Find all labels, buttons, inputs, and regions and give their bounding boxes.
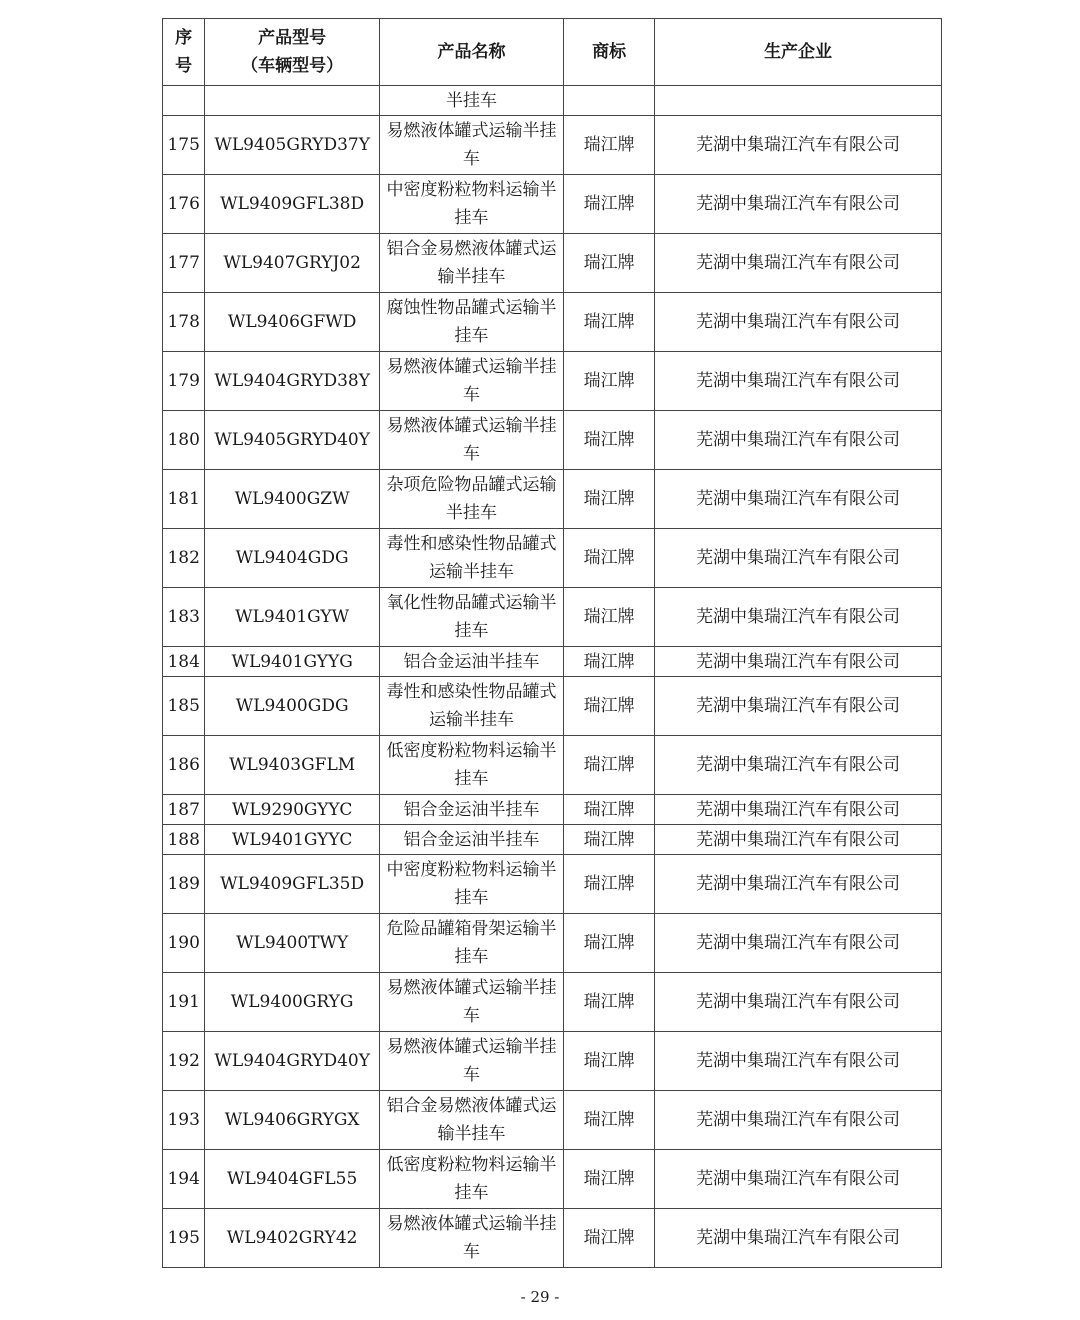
- row-model: WL9404GDG: [205, 529, 380, 588]
- row-maker: 芜湖中集瑞江汽车有限公司: [655, 411, 942, 470]
- row-index: 189: [163, 855, 205, 914]
- row-index: 193: [163, 1091, 205, 1150]
- header-brand: 商标: [564, 19, 655, 86]
- table-header-row: [163, 19, 942, 86]
- row-brand: 瑞江牌: [564, 914, 655, 973]
- row-product-name: 铝合金运油半挂车: [379, 795, 563, 825]
- table-row: [163, 973, 942, 1032]
- continuation-model: [205, 86, 380, 116]
- row-product-name: 低密度粉粒物料运输半挂车: [379, 736, 563, 795]
- row-index: 179: [163, 352, 205, 411]
- table-row: [163, 352, 942, 411]
- row-model: WL9400GDG: [205, 677, 380, 736]
- row-index: 175: [163, 116, 205, 175]
- row-model: WL9400TWY: [205, 914, 380, 973]
- row-brand: 瑞江牌: [564, 1209, 655, 1268]
- table-row: [163, 736, 942, 795]
- row-model: WL9401GYYC: [205, 825, 380, 855]
- row-maker: 芜湖中集瑞江汽车有限公司: [655, 470, 942, 529]
- table-row: [163, 1209, 942, 1268]
- row-product-name: 铝合金运油半挂车: [379, 647, 563, 677]
- row-index: 195: [163, 1209, 205, 1268]
- row-maker: 芜湖中集瑞江汽车有限公司: [655, 1091, 942, 1150]
- row-brand: 瑞江牌: [564, 647, 655, 677]
- table-row: [163, 470, 942, 529]
- row-maker: 芜湖中集瑞江汽车有限公司: [655, 588, 942, 647]
- row-index: 190: [163, 914, 205, 973]
- row-brand: 瑞江牌: [564, 116, 655, 175]
- row-maker: 芜湖中集瑞江汽车有限公司: [655, 175, 942, 234]
- row-index: 185: [163, 677, 205, 736]
- table-row: [163, 529, 942, 588]
- row-index: 194: [163, 1150, 205, 1209]
- table-row: [163, 855, 942, 914]
- continuation-name: 半挂车: [379, 86, 563, 116]
- row-product-name: 杂项危险物品罐式运输半挂车: [379, 470, 563, 529]
- row-model: WL9400GZW: [205, 470, 380, 529]
- row-product-name: 中密度粉粒物料运输半挂车: [379, 855, 563, 914]
- table-row: [163, 116, 942, 175]
- row-maker: 芜湖中集瑞江汽车有限公司: [655, 352, 942, 411]
- header-name: 产品名称: [379, 19, 563, 86]
- row-index: 182: [163, 529, 205, 588]
- row-index: 176: [163, 175, 205, 234]
- row-maker: 芜湖中集瑞江汽车有限公司: [655, 736, 942, 795]
- table-row: [163, 175, 942, 234]
- table-row: [163, 677, 942, 736]
- row-brand: 瑞江牌: [564, 234, 655, 293]
- row-maker: 芜湖中集瑞江汽车有限公司: [655, 914, 942, 973]
- row-product-name: 易燃液体罐式运输半挂车: [379, 973, 563, 1032]
- header-model-line2: （车辆型号）: [241, 56, 344, 76]
- row-model: WL9407GRYJ02: [205, 234, 380, 293]
- row-index: 183: [163, 588, 205, 647]
- row-maker: 芜湖中集瑞江汽车有限公司: [655, 647, 942, 677]
- row-brand: 瑞江牌: [564, 352, 655, 411]
- continuation-row: [163, 86, 942, 116]
- row-maker: 芜湖中集瑞江汽车有限公司: [655, 293, 942, 352]
- row-model: WL9403GFLM: [205, 736, 380, 795]
- table-row: [163, 234, 942, 293]
- row-brand: 瑞江牌: [564, 677, 655, 736]
- row-model: WL9404GFL55: [205, 1150, 380, 1209]
- row-index: 191: [163, 973, 205, 1032]
- row-brand: 瑞江牌: [564, 795, 655, 825]
- row-model: WL9401GYW: [205, 588, 380, 647]
- page-number: - 29 -: [520, 1288, 560, 1306]
- row-index: 184: [163, 647, 205, 677]
- row-model: WL9290GYYC: [205, 795, 380, 825]
- row-product-name: 易燃液体罐式运输半挂车: [379, 411, 563, 470]
- row-maker: 芜湖中集瑞江汽车有限公司: [655, 234, 942, 293]
- row-brand: 瑞江牌: [564, 175, 655, 234]
- row-product-name: 毒性和感染性物品罐式运输半挂车: [379, 677, 563, 736]
- row-index: 177: [163, 234, 205, 293]
- row-index: 180: [163, 411, 205, 470]
- row-brand: 瑞江牌: [564, 825, 655, 855]
- row-maker: 芜湖中集瑞江汽车有限公司: [655, 795, 942, 825]
- row-brand: 瑞江牌: [564, 470, 655, 529]
- row-maker: 芜湖中集瑞江汽车有限公司: [655, 973, 942, 1032]
- row-brand: 瑞江牌: [564, 1091, 655, 1150]
- row-index: 181: [163, 470, 205, 529]
- row-index: 192: [163, 1032, 205, 1091]
- row-maker: 芜湖中集瑞江汽车有限公司: [655, 529, 942, 588]
- row-model: WL9404GRYD40Y: [205, 1032, 380, 1091]
- row-brand: 瑞江牌: [564, 1150, 655, 1209]
- row-index: 187: [163, 795, 205, 825]
- table-row: [163, 1150, 942, 1209]
- row-model: WL9406GFWD: [205, 293, 380, 352]
- table-row: [163, 795, 942, 825]
- row-brand: 瑞江牌: [564, 1032, 655, 1091]
- row-maker: 芜湖中集瑞江汽车有限公司: [655, 1150, 942, 1209]
- row-product-name: 腐蚀性物品罐式运输半挂车: [379, 293, 563, 352]
- row-product-name: 易燃液体罐式运输半挂车: [379, 116, 563, 175]
- header-model: [205, 19, 380, 86]
- row-brand: 瑞江牌: [564, 411, 655, 470]
- row-model: WL9406GRYGX: [205, 1091, 380, 1150]
- table-row: [163, 647, 942, 677]
- row-maker: 芜湖中集瑞江汽车有限公司: [655, 1209, 942, 1268]
- row-model: WL9402GRY42: [205, 1209, 380, 1268]
- product-table: [162, 18, 942, 1268]
- row-product-name: 中密度粉粒物料运输半挂车: [379, 175, 563, 234]
- row-model: WL9401GYYG: [205, 647, 380, 677]
- row-model: WL9400GRYG: [205, 973, 380, 1032]
- row-product-name: 易燃液体罐式运输半挂车: [379, 1209, 563, 1268]
- row-brand: 瑞江牌: [564, 529, 655, 588]
- header-index: 序号: [163, 19, 205, 86]
- row-product-name: 低密度粉粒物料运输半挂车: [379, 1150, 563, 1209]
- row-brand: 瑞江牌: [564, 736, 655, 795]
- table-row: [163, 293, 942, 352]
- continuation-brand: [564, 86, 655, 116]
- row-maker: 芜湖中集瑞江汽车有限公司: [655, 677, 942, 736]
- row-product-name: 铝合金运油半挂车: [379, 825, 563, 855]
- continuation-index: [163, 86, 205, 116]
- row-product-name: 易燃液体罐式运输半挂车: [379, 1032, 563, 1091]
- row-product-name: 易燃液体罐式运输半挂车: [379, 352, 563, 411]
- table-row: [163, 1032, 942, 1091]
- header-model-line1: 产品型号: [258, 28, 327, 48]
- row-brand: 瑞江牌: [564, 293, 655, 352]
- row-maker: 芜湖中集瑞江汽车有限公司: [655, 855, 942, 914]
- row-maker: 芜湖中集瑞江汽车有限公司: [655, 825, 942, 855]
- row-brand: 瑞江牌: [564, 973, 655, 1032]
- row-model: WL9405GRYD37Y: [205, 116, 380, 175]
- row-maker: 芜湖中集瑞江汽车有限公司: [655, 116, 942, 175]
- row-model: WL9409GFL35D: [205, 855, 380, 914]
- row-product-name: 危险品罐箱骨架运输半挂车: [379, 914, 563, 973]
- table-row: [163, 588, 942, 647]
- table-row: [163, 1091, 942, 1150]
- row-product-name: 毒性和感染性物品罐式运输半挂车: [379, 529, 563, 588]
- continuation-maker: [655, 86, 942, 116]
- row-model: WL9404GRYD38Y: [205, 352, 380, 411]
- row-index: 188: [163, 825, 205, 855]
- row-index: 178: [163, 293, 205, 352]
- table-row: [163, 411, 942, 470]
- row-product-name: 铝合金易燃液体罐式运输半挂车: [379, 1091, 563, 1150]
- row-index: 186: [163, 736, 205, 795]
- row-brand: 瑞江牌: [564, 855, 655, 914]
- row-brand: 瑞江牌: [564, 588, 655, 647]
- table-row: [163, 914, 942, 973]
- row-product-name: 氧化性物品罐式运输半挂车: [379, 588, 563, 647]
- table-row: [163, 825, 942, 855]
- row-product-name: 铝合金易燃液体罐式运输半挂车: [379, 234, 563, 293]
- row-model: WL9409GFL38D: [205, 175, 380, 234]
- row-model: WL9405GRYD40Y: [205, 411, 380, 470]
- row-maker: 芜湖中集瑞江汽车有限公司: [655, 1032, 942, 1091]
- header-maker: 生产企业: [655, 19, 942, 86]
